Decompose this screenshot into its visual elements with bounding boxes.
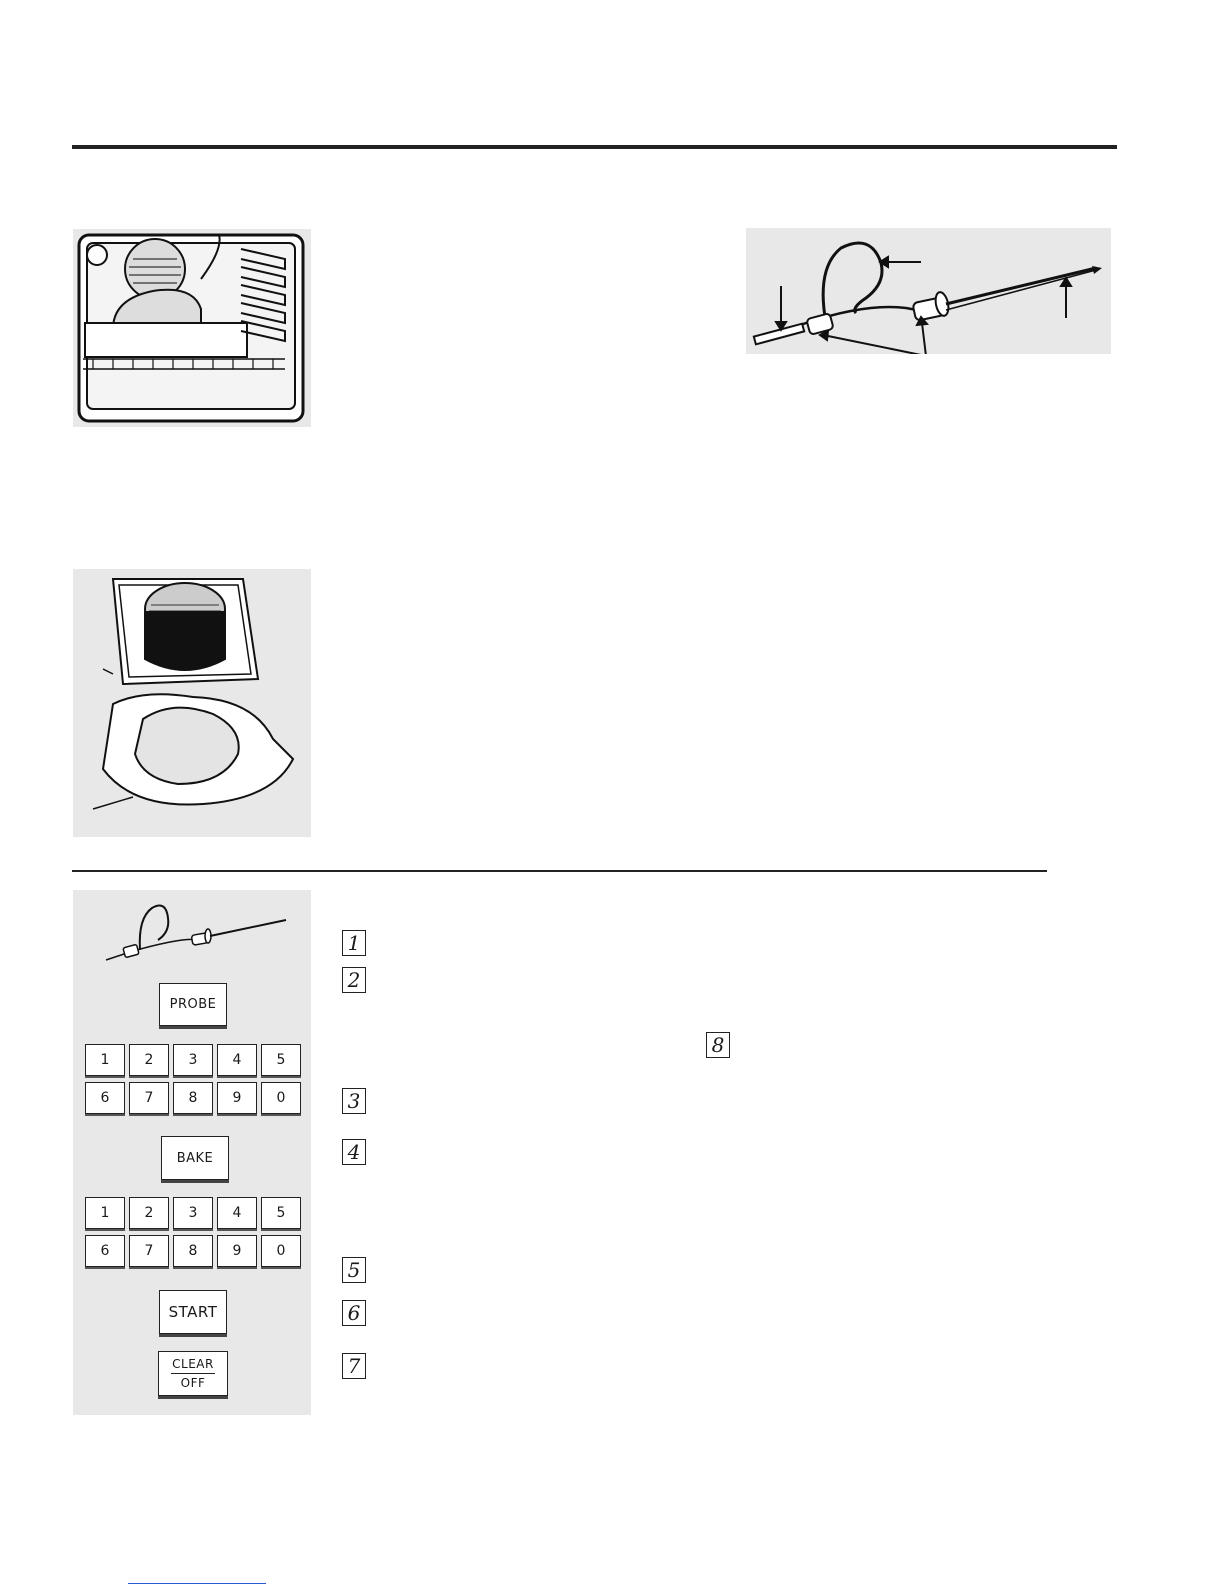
step-5-marker: 5 [342, 1257, 366, 1283]
key-7[interactable]: 7 [129, 1235, 169, 1267]
start-button-label: START [168, 1303, 218, 1321]
key-7[interactable]: 7 [129, 1082, 169, 1114]
key-3[interactable]: 3 [173, 1044, 213, 1076]
step-1-marker: 1 [342, 930, 366, 956]
header-rule [72, 145, 1117, 149]
step-7-marker: 7 [342, 1353, 366, 1379]
oven-illustration [73, 229, 311, 427]
probe-icon [100, 898, 290, 962]
probe-button[interactable] [159, 983, 227, 1026]
food-illustration [73, 569, 311, 837]
clear-label: CLEAR [172, 1356, 214, 1371]
key-2[interactable]: 2 [129, 1044, 169, 1076]
step-8-marker: 8 [706, 1032, 730, 1058]
step-2-marker: 2 [342, 967, 366, 993]
key-4[interactable]: 4 [217, 1197, 257, 1229]
key-4[interactable]: 4 [217, 1044, 257, 1076]
key-0[interactable]: 0 [261, 1235, 301, 1267]
key-1[interactable]: 1 [85, 1044, 125, 1076]
off-label: OFF [180, 1376, 206, 1391]
key-9[interactable]: 9 [217, 1082, 257, 1114]
key-2[interactable]: 2 [129, 1197, 169, 1229]
clear-divider [171, 1373, 215, 1375]
footer-link-underline[interactable] [128, 1583, 266, 1584]
step-4-marker: 4 [342, 1139, 366, 1165]
key-8[interactable]: 8 [173, 1235, 213, 1267]
keypad-bottom [85, 1197, 301, 1267]
bake-button[interactable] [161, 1136, 229, 1180]
keypad-top [85, 1044, 301, 1114]
start-button[interactable] [159, 1290, 227, 1334]
clear-off-button[interactable] [158, 1351, 228, 1396]
step-6-marker: 6 [342, 1300, 366, 1326]
key-5[interactable]: 5 [261, 1044, 301, 1076]
key-6[interactable]: 6 [85, 1235, 125, 1267]
section-rule [72, 870, 1047, 872]
key-3[interactable]: 3 [173, 1197, 213, 1229]
key-8[interactable]: 8 [173, 1082, 213, 1114]
key-5[interactable]: 5 [261, 1197, 301, 1229]
key-9[interactable]: 9 [217, 1235, 257, 1267]
probe-diagram [746, 228, 1111, 354]
key-0[interactable]: 0 [261, 1082, 301, 1114]
key-1[interactable]: 1 [85, 1197, 125, 1229]
probe-button-label: PROBE [169, 997, 217, 1012]
bake-button-label: BAKE [176, 1150, 214, 1166]
step-3-marker: 3 [342, 1088, 366, 1114]
key-6[interactable]: 6 [85, 1082, 125, 1114]
